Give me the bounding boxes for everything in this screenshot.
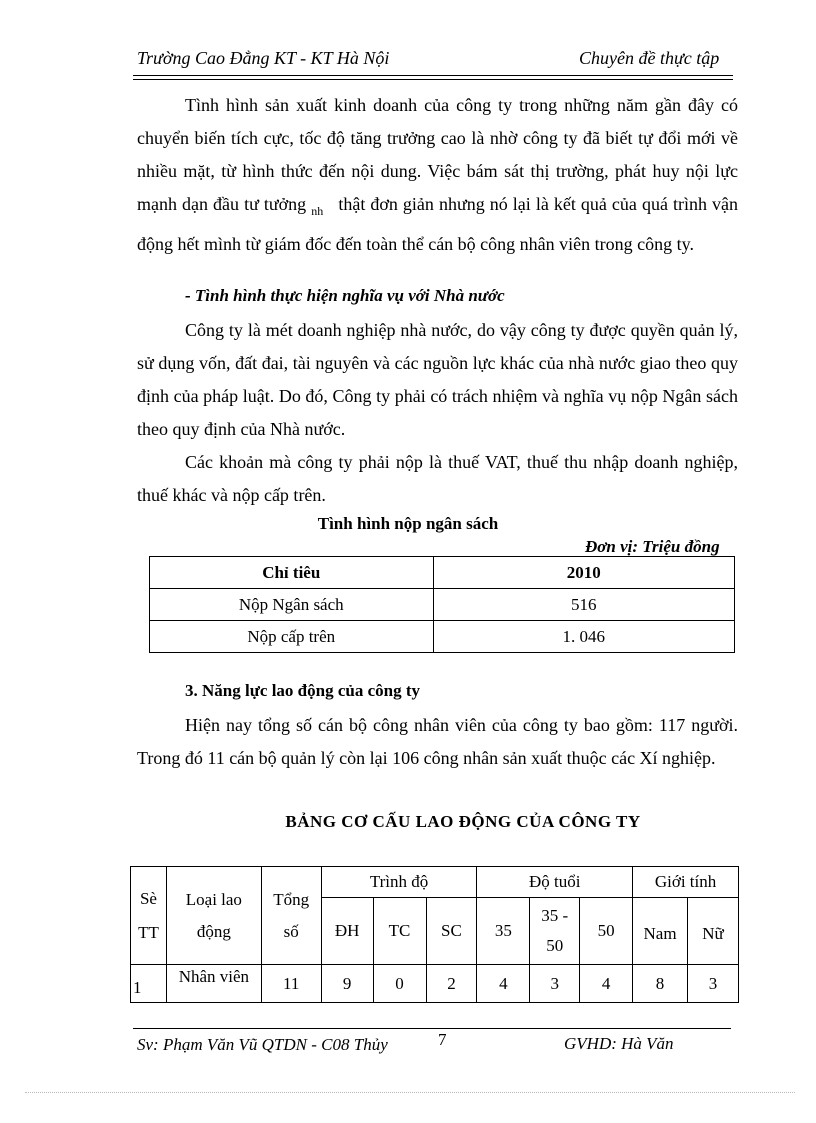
column-header-age: Độ tuổi — [477, 867, 633, 898]
paragraph-obligations: Công ty là mét doanh nghiệp nhà nước, do vậy công ty được quyền quản lý, sử dụng vốn, đất đai, tài nguyên và các nguồn lực khác của nhà nước giao theo quy định của pháp luật. Do đó, Công ty phải có trách nhiệm và nghĩa vụ nộp Ngân sách theo quy định của Nhà nước. — [137, 320, 738, 439]
header-text: 35 - — [541, 906, 569, 925]
budget-table-title: Tình hình nộp ngân sách — [317, 514, 499, 533]
cell-dh: 9 — [321, 965, 373, 1003]
row-label: Nộp Ngân sách — [150, 589, 434, 621]
subheader-age-35: 35 — [477, 898, 530, 965]
column-header-level: Trình độ — [321, 867, 477, 898]
cell-age-35: 4 — [477, 965, 530, 1003]
paragraph-payments: Các khoản mà công ty phải nộp là thuế VAT, thuế thu nhập doanh nghiệp, thuế khác và nộp cấp trên. — [137, 452, 738, 505]
subheader-age-35-50 — [530, 898, 580, 965]
subheader-tc: TC — [373, 898, 426, 965]
cell-male: 8 — [633, 965, 688, 1003]
header-text: Tổng — [273, 889, 310, 909]
header-text: TT — [138, 922, 159, 942]
subheading-state-obligations: - Tình hình thực hiện nghĩa vụ với Nhà nước — [185, 286, 505, 305]
column-header-stt — [131, 867, 167, 965]
table-row — [150, 621, 735, 653]
subheader-dh: ĐH — [321, 898, 373, 965]
row-value: 1. 046 — [433, 621, 734, 653]
paragraph-text-cont: thật đơn giản nhưng nó lại là kết quả của quá trình vận động hết mình từ giám đốc đến toàn thể cán bộ công nhân viên trong công ty. — [137, 194, 739, 254]
column-header-type — [166, 867, 261, 965]
header-title: Chuyên đề thực tập — [579, 48, 720, 68]
header-rule — [133, 75, 733, 76]
column-header-gender: Giới tính — [633, 867, 739, 898]
cell-total: 11 — [261, 965, 321, 1003]
paragraph-business-situation — [137, 89, 738, 261]
footer-supervisor: GVHD: Hà Văn — [564, 1034, 674, 1053]
page-number: 7 — [438, 1030, 447, 1049]
column-header-year: 2010 — [433, 557, 734, 589]
header-school: Trường Cao Đẳng KT - KT Hà Nội — [137, 48, 390, 68]
cell-type: Nhân viên — [166, 965, 261, 1003]
cell-age-50: 4 — [580, 965, 633, 1003]
cell-age-35-50: 3 — [530, 965, 580, 1003]
paragraph-text: Tình hình sản xuất kinh doanh của công ty trong những năm gần đây có chuyển biến tích cực, tốc độ tăng trưởng cao là nhờ công ty đã biết tự đổi mới về nhiều mặt, từ hình thức đến nội dung. Việc bám sát thị trường, phát huy nội lực mạnh dạn đầu tư tưởng — [137, 95, 738, 214]
subheader-female: Nữ — [688, 898, 739, 965]
subheader-male: Nam — [633, 898, 688, 965]
footer-student: Sv: Phạm Văn Vũ QTDN - C08 Thủy — [137, 1035, 388, 1054]
column-header-total — [261, 867, 321, 965]
cell-tc: 0 — [373, 965, 426, 1003]
budget-table — [149, 556, 735, 653]
table-row — [131, 965, 739, 1003]
cell-female: 3 — [688, 965, 739, 1003]
row-value: 516 — [433, 589, 734, 621]
header-text: số — [283, 921, 299, 941]
header-text: động — [196, 921, 231, 941]
cell-stt: 1 — [131, 965, 167, 1003]
header-text: Loại lao — [185, 889, 242, 909]
table-header-row — [150, 557, 735, 589]
cell-sc: 2 — [426, 965, 477, 1003]
subheader-sc: SC — [426, 898, 477, 965]
subheader-age-50: 50 — [580, 898, 633, 965]
header-rule-thin — [133, 79, 733, 80]
labor-table-title: BẢNG CƠ CẤU LAO ĐỘNG CỦA CÔNG TY — [285, 812, 641, 831]
paragraph-labor: Hiện nay tổng số cán bộ công nhân viên của công ty bao gồm: 117 người. Trong đó 11 cán bộ quản lý còn lại 106 công nhân sản xuất thuộc các Xí nghiệp. — [137, 715, 738, 768]
row-label: Nộp cấp trên — [150, 621, 434, 653]
table-row — [150, 589, 735, 621]
header-text: 50 — [546, 936, 564, 955]
small-text-fragment: nh — [311, 204, 324, 218]
labor-structure-table — [130, 866, 739, 1003]
table-header-row — [131, 867, 739, 898]
page-bottom-divider — [25, 1092, 795, 1093]
header-text: Sè — [139, 888, 157, 908]
section-heading-labor: 3. Năng lực lao động của công ty — [185, 681, 420, 700]
budget-table-unit: Đơn vị: Triệu đồng — [585, 537, 720, 556]
column-header-indicator: Chỉ tiêu — [150, 557, 434, 589]
footer-rule — [133, 1028, 731, 1029]
